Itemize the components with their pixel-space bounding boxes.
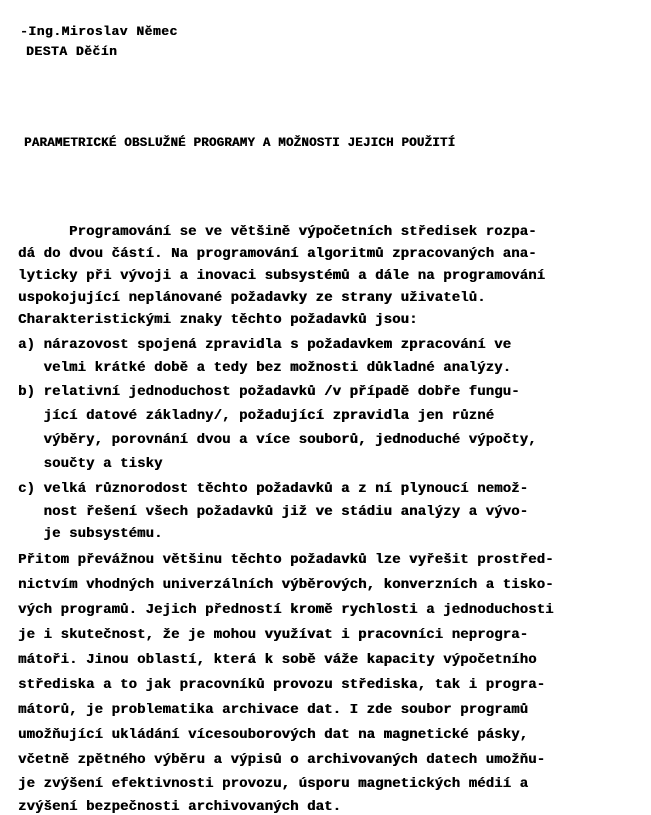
- body-line: je subsystému.: [18, 526, 163, 542]
- body-line: mátoři. Jinou oblastí, která k sobě váže kapacity výpočetního: [18, 652, 537, 668]
- body-line: výběry, porovnání dvou a více souborů, jednoduché výpočty,: [18, 432, 537, 448]
- body-line: střediska a to jak pracovníků provozu střediska, tak i progra-: [18, 677, 546, 693]
- author-organization: DESTA Děčín: [26, 44, 118, 59]
- body-line: mátorů, je problematika archivace dat. I zde soubor programů: [18, 702, 529, 718]
- body-line: lyticky při vývoji a inovaci subsystémů a dále na programování: [18, 268, 546, 284]
- body-line: zvýšení bezpečnosti archivovaných dat.: [18, 799, 342, 815]
- document-title: PARAMETRICKÉ OBSLUŽNÉ PROGRAMY A MOŽNOSTI JEJICH POUŽITÍ: [24, 136, 456, 150]
- body-line: je zvýšení efektivnosti provozu, úsporu magnetických médií a: [18, 776, 529, 792]
- body-line: nictvím vhodných univerzálních výběrových, konverzních a tisko-: [18, 577, 554, 593]
- author-name: -Ing.Miroslav Němec: [20, 24, 178, 39]
- list-item-c: c) velká různorodost těchto požadavků a z ní plynoucí nemož-: [18, 481, 529, 497]
- body-line: uspokojující neplánované požadavky ze strany uživatelů.: [18, 290, 486, 306]
- list-item-a: a) nárazovost spojená zpravidla s požadavkem zpracování ve: [18, 337, 512, 353]
- list-item-b: b) relativní jednoduchost požadavků /v případě dobře fungu-: [18, 384, 520, 400]
- body-line: dá do dvou částí. Na programování algoritmů zpracovaných ana-: [18, 246, 537, 262]
- body-line: součty a tisky: [18, 456, 163, 472]
- body-line: Přitom převážnou většinu těchto požadavků lze vyřešit prostřed-: [18, 552, 554, 568]
- body-line: velmi krátké době a tedy bez možnosti důkladné analýzy.: [18, 360, 512, 376]
- body-line: včetně zpětného výběru a výpisů o archivovaných datech umožňu-: [18, 752, 546, 768]
- body-line: Programování se ve většině výpočetních středisek rozpa-: [18, 224, 537, 240]
- body-line: vých programů. Jejich předností kromě rychlosti a jednoduchosti: [18, 602, 554, 618]
- body-line: nost řešení všech požadavků již ve stádiu analýzy a vývo-: [18, 504, 529, 520]
- body-line: jící datové základny/, požadující zpravidla jen různé: [18, 408, 495, 424]
- body-line: Charakteristickými znaky těchto požadavků jsou:: [18, 312, 418, 328]
- body-line: umožňující ukládání vícesouborových dat na magnetické pásky,: [18, 727, 529, 743]
- body-line: je i skutečnost, že je mohou využívat i pracovníci neprogra-: [18, 627, 529, 643]
